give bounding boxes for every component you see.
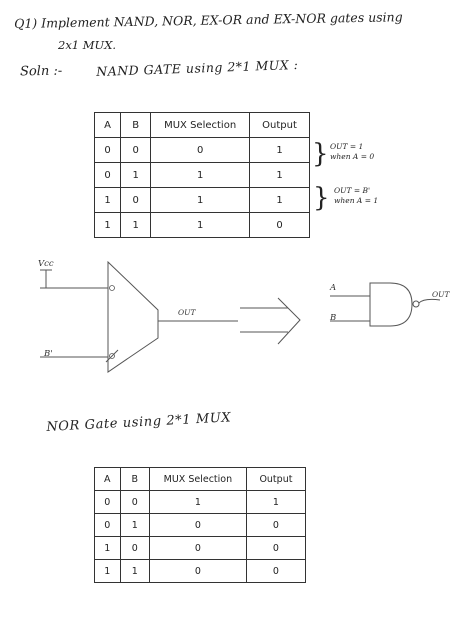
table-cell: 1 (120, 514, 149, 537)
brace-icon: } (312, 139, 329, 169)
header-cell: MUX Selection (149, 468, 246, 491)
mux-input-bottom-label: B' (44, 349, 53, 359)
table-header-row (95, 468, 306, 491)
input-port-0 (110, 286, 115, 291)
header-cell: A (95, 113, 121, 138)
table-cell: 0 (95, 138, 121, 163)
table-row (95, 491, 306, 514)
question-line-1: Q1) Implement NAND, NOR, EX-OR and EX-NOR gates using (14, 9, 403, 31)
table-cell: 1 (250, 163, 310, 188)
table-cell: 1 (95, 188, 121, 213)
header-cell: B (121, 113, 151, 138)
table-cell: 1 (95, 560, 121, 583)
mux-input-top-label: Vcc (38, 259, 54, 269)
table-cell: 1 (250, 188, 310, 213)
table-cell: 0 (149, 514, 246, 537)
table-cell: 0 (120, 537, 149, 560)
nand-bubble (413, 301, 419, 307)
nor-truth-table (94, 467, 306, 583)
table-cell: 0 (250, 213, 310, 238)
arrow-head-icon (278, 298, 300, 344)
table-cell: 0 (151, 138, 250, 163)
table-cell: 1 (151, 188, 250, 213)
table-row (95, 514, 306, 537)
note-line: OUT = B' (334, 186, 371, 195)
nand-section-title: NAND GATE using 2*1 MUX : (96, 56, 299, 79)
table-cell: 0 (95, 163, 121, 188)
table-cell: 0 (149, 537, 246, 560)
header-cell: Output (246, 468, 305, 491)
table-cell: 1 (95, 537, 121, 560)
note-line: when A = 1 (334, 196, 379, 205)
table-cell: 0 (246, 537, 305, 560)
gate-input-b-label: B (330, 313, 337, 323)
question-line-2: 2x1 MUX. (58, 38, 117, 52)
note-line: OUT = 1 (330, 142, 364, 151)
table-cell: 0 (246, 514, 305, 537)
note-line: when A = 0 (330, 152, 375, 161)
nor-section-title: NOR Gate using 2*1 MUX (46, 410, 232, 435)
table-row (95, 537, 306, 560)
gate-output-label: OUT (432, 290, 450, 299)
header-cell: Output (250, 113, 310, 138)
table-cell: 1 (246, 491, 305, 514)
gate-input-a-label: A (330, 283, 337, 293)
table-cell: 0 (121, 138, 151, 163)
table-cell: 0 (149, 560, 246, 583)
brace-icon: } (313, 183, 330, 213)
mux-body (108, 262, 158, 372)
header-cell: MUX Selection (151, 113, 250, 138)
table-cell: 1 (95, 213, 121, 238)
table-cell: 0 (95, 491, 121, 514)
table-cell: 0 (246, 560, 305, 583)
table-row (95, 560, 306, 583)
header-cell: B (120, 468, 149, 491)
mux-output-label: OUT (178, 308, 196, 317)
table-cell: 1 (149, 491, 246, 514)
table-cell: 1 (121, 213, 151, 238)
table-cell: 0 (95, 514, 121, 537)
table-cell: 1 (151, 163, 250, 188)
table-cell: 0 (120, 491, 149, 514)
table-cell: 1 (121, 163, 151, 188)
table-cell: 1 (250, 138, 310, 163)
header-cell: A (95, 468, 121, 491)
table-cell: 1 (120, 560, 149, 583)
table-cell: 0 (121, 188, 151, 213)
solution-label: Soln :- (19, 63, 63, 80)
nand-gate-icon (370, 283, 412, 326)
table-cell: 1 (151, 213, 250, 238)
gate-output-line (419, 299, 440, 303)
